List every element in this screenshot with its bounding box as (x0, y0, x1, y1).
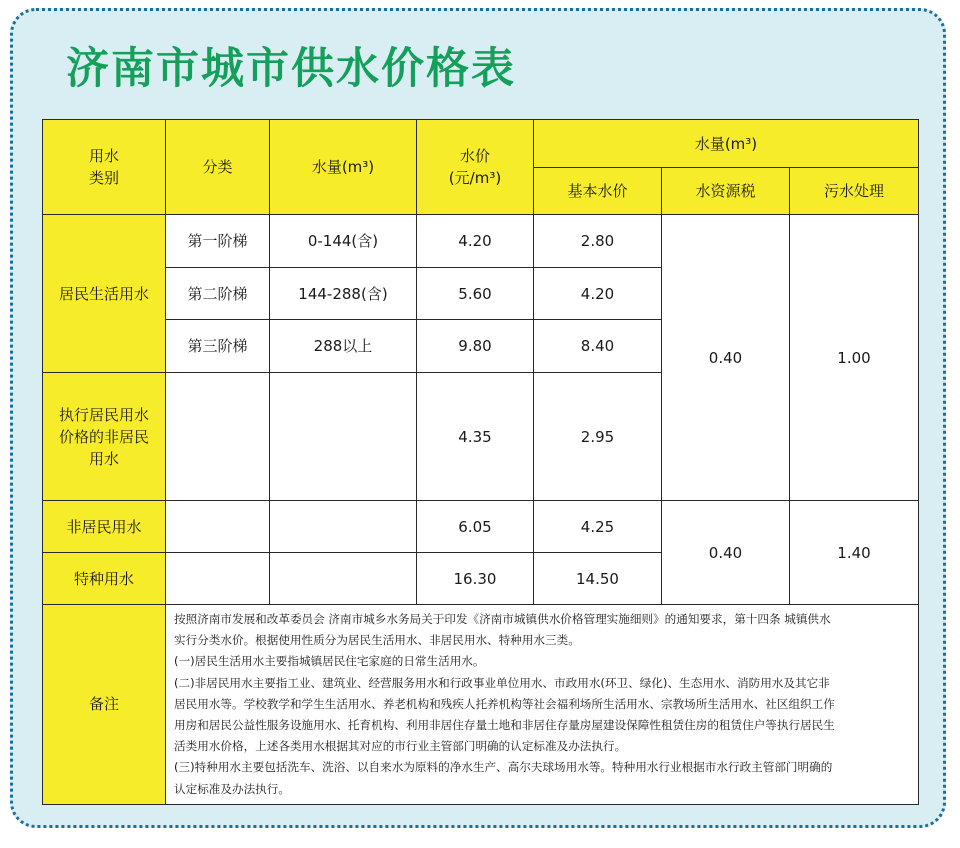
tier-basic-price: 8.40 (534, 320, 662, 373)
notes-label: 备注 (88, 695, 119, 714)
header-category (43, 120, 166, 215)
row-category-label: 非居民用水 (66, 517, 142, 536)
note-line: 居民用水等。学校教学和学生生活用水、养老机构和残疾人托养机构等社会福利场所生活用水、宗教场所生活用水、社区组织工作 (174, 696, 835, 711)
quasi-basic-price: 2.95 (534, 373, 662, 501)
special-volume-empty (270, 553, 417, 605)
table-row (43, 215, 919, 268)
row-category-resident (43, 215, 166, 373)
header-resource-tax-label: 水资源税 (695, 182, 756, 200)
non-resident-price: 6.05 (417, 501, 534, 553)
header-resource-tax (662, 168, 790, 215)
tier-class: 第二阶梯 (166, 268, 270, 320)
header-composition (534, 120, 919, 168)
sewage-group-2: 1.40 (790, 501, 919, 605)
tier-class: 第三阶梯 (166, 320, 270, 373)
header-volume (270, 120, 417, 215)
header-basic-price (534, 168, 662, 215)
non-resident-class-empty (166, 501, 270, 553)
tier-price: 9.80 (417, 320, 534, 373)
resource-tax-group-2: 0.40 (662, 501, 790, 605)
note-line: (二)非居民用水主要指工业、建筑业、经营服务用水和行政事业单位用水、市政用水(环卫、绿化)、生态用水、消防用水及其它非 (174, 675, 830, 690)
quasi-class-empty (166, 373, 270, 501)
header-sewage-label: 污水处理 (823, 182, 884, 200)
special-class-empty (166, 553, 270, 605)
note-line: (一)居民生活用水主要指城镇居民住宅家庭的日常生活用水。 (174, 654, 485, 669)
note-line: 实行分类水价。根据使用性质分为居民生活用水、非居民用水、特种用水三类。 (174, 633, 580, 648)
non-resident-volume-empty (270, 501, 417, 553)
header-price (417, 120, 534, 215)
row-category-special (43, 553, 166, 605)
notes-content (166, 605, 919, 805)
table-row (43, 501, 919, 553)
resource-tax-group-1: 0.40 (662, 215, 790, 501)
tier-volume: 0-144(含) (270, 215, 417, 268)
tier-class: 第一阶梯 (166, 215, 270, 268)
header-category-label: 用水 类别 (88, 147, 119, 187)
tier-price: 4.20 (417, 215, 534, 268)
note-line: (三)特种用水主要包括洗车、洗浴、以自来水为原料的净水生产、高尔夫球场用水等。特种用水行业根据市水行政主管部门明确的 (174, 760, 833, 775)
header-price-label: 水价 (元/m³) (448, 147, 502, 187)
special-basic-price: 14.50 (534, 553, 662, 605)
quasi-price: 4.35 (417, 373, 534, 501)
tier-price: 5.60 (417, 268, 534, 320)
header-class (166, 120, 270, 215)
row-category-quasi-resident (43, 373, 166, 501)
header-basic-price-label: 基本水价 (567, 182, 628, 200)
header-volume-label: 水量(m³) (311, 158, 375, 176)
row-category-label: 执行居民用水 价格的非居民 用水 (58, 405, 149, 468)
header-sewage (790, 168, 919, 215)
special-price: 16.30 (417, 553, 534, 605)
tier-volume: 288以上 (270, 320, 417, 373)
note-line: 活类用水价格，上述各类用水根据其对应的市行业主管部门明确的认定标准及办法执行。 (174, 739, 627, 754)
tier-basic-price: 4.20 (534, 268, 662, 320)
row-category-label: 居民生活用水 (58, 284, 149, 303)
header-composition-label: 水量(m³) (694, 134, 758, 153)
notes-row (43, 605, 919, 805)
row-category-non-resident (43, 501, 166, 553)
tier-volume: 144-288(含) (270, 268, 417, 320)
non-resident-basic-price: 4.25 (534, 501, 662, 553)
header-class-label: 分类 (202, 158, 233, 176)
note-line: 用房和居民公益性服务设施用水、托育机构、利用非居住存量土地和非居住存量房屋建设保障性租赁住房的租赁住户等执行居民生 (174, 718, 835, 733)
page-title: 济南市城市供水价格表 (66, 44, 516, 94)
tier-basic-price: 2.80 (534, 215, 662, 268)
quasi-volume-empty (270, 373, 417, 501)
water-price-table (42, 119, 919, 805)
notes-label-cell (43, 605, 166, 805)
note-line: 按照济南市发展和改革委员会 济南市城乡水务局关于印发《济南市城镇供水价格管理实施细则》的通知要求，第十四条 城镇供水 (174, 612, 831, 626)
row-category-label: 特种用水 (73, 569, 134, 588)
note-line: 认定标准及办法执行。 (174, 781, 290, 796)
sewage-group-1: 1.00 (790, 215, 919, 501)
